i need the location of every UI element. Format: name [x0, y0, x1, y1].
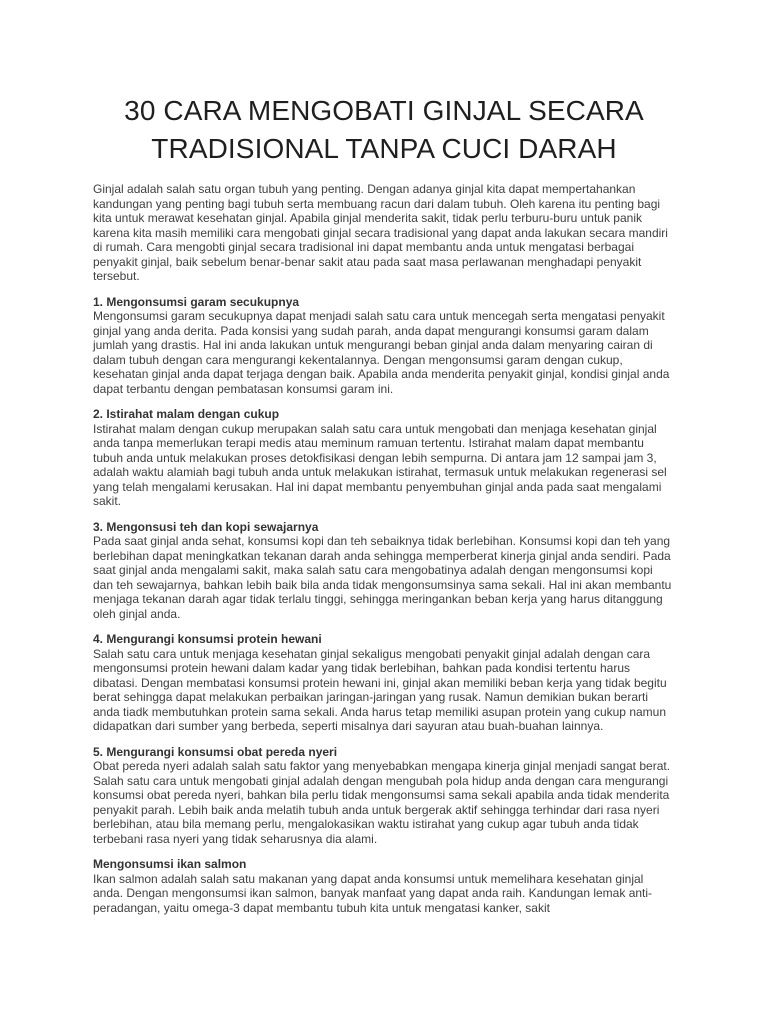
- document-title: [93, 92, 675, 168]
- section-heading: 1. Mengonsumsi garam secukupnya: [93, 294, 300, 309]
- section-obat-pereda-nyeri: [93, 745, 675, 847]
- section-body: Pada saat ginjal anda sehat, konsumsi kopi dan teh sebaiknya tidak berlebihan. Konsumsi kopi dan teh yang berlebihan dapat meningkatkan tekanan darah anda sehingga memperberat kinerja ginjal anda sendiri. Pada saat ginjal anda mengalami sakit, maka salah satu cara mengobatinya adalah dengan mengonsumsi kopi dan teh sewajarnya, bahkan lebih baik bila anda tidak mengonsumsinya sama sekali. Hal ini akan membantu menjaga tekanan darah agar tidak terlalu tinggi, sehingga meringankan beban kerja yang harus ditanggung oleh ginjal anda.: [93, 534, 672, 621]
- section-heading: 3. Mengonsusi teh dan kopi sewajarnya: [93, 519, 319, 534]
- section-ikan-salmon: [93, 857, 675, 915]
- section-istirahat: [93, 407, 675, 509]
- section-body: Ikan salmon adalah salah satu makanan yang dapat anda konsumsi untuk memelihara kesehatan ginjal anda. Dengan mengonsumsi ikan salmon, banyak manfaat yang dapat anda raih. Kandungan lemak anti-peradangan, yaitu omega-3 dapat membantu tubuh kita untuk mengatasi kanker, sakit: [93, 871, 653, 915]
- section-body: Istirahat malam dengan cukup merupakan salah satu cara untuk mengobati dan menjaga kesehatan ginjal anda tanpa memerlukan terapi medis atau meminum ramuan tertentu. Istirahat malam dapat membantu tubuh anda untuk melakukan proses detokfisikasi dengan lebih sempurna. Di antara jam 12 sampai jam 3, adalah waktu alamiah bagi tubuh anda untuk melakukan istirahat, termasuk untuk melakukan regenerasi sel yang telah mengalami kerusakan. Hal ini dapat membantu penyembuhan ginjal anda pada saat mengalami sakit.: [93, 421, 667, 508]
- section-heading: 2. Istirahat malam dengan cukup: [93, 407, 280, 421]
- section-body: Mengonsumsi garam secukupnya dapat menjadi salah satu cara untuk mencegah serta mengatasi penyakit ginjal yang anda derita. Pada konsisi yang sudah parah, anda dapat mengurangi konsumsi garam dalam jumlah yang drastis. Hal ini anda lakukan untuk mengurangi beban ginjal anda dalam menyaring cairan di dalam tubuh dengan cara mengurangi kekentalannya. Dengan mengonsumsi garam dengan cukup, kesehatan ginjal anda dapat terjaga dengan baik. Apabila anda menderita penyakit ginjal, kondisi ginjal anda dapat terbantu dengan pembatasan konsumsi garam ini.: [93, 309, 670, 396]
- section-body: Obat pereda nyeri adalah salah satu faktor yang menyebabkan mengapa kinerja ginjal menjadi sangat berat. Salah satu cara untuk mengobati ginjal adalah dengan mengubah pola hidup anda dengan cara mengurangi konsumsi obat pereda nyeri, bahkan bila perlu tidak mengonsumsi sama sekali apabila anda tidak menderita penyakit parah. Lebih baik anda melatih tubuh anda untuk bergerak aktif sehingga terhindar dari rasa nyeri berlebihan, atau bila memang perlu, mengalokasikan waktu istirahat yang cukup agar tubuh anda tidak terbebani rasa nyeri yang tidak seharusnya dia alami.: [93, 759, 671, 846]
- section-garam: [93, 295, 675, 397]
- section-heading: 4. Mengurangi konsumsi protein hewani: [93, 632, 322, 646]
- intro-paragraph: Ginjal adalah salah satu organ tubuh yang penting. Dengan adanya ginjal kita dapat mempertahankan kandungan yang penting bagi tubuh serta membuang racun dari dalam tubuh. Oleh karena itu penting bagi kita untuk merawat kesehatan ginjal. Apabila ginjal menderita sakit, tidak perlu terburu-buru untuk panik karena kita masih memiliki cara mengobati ginjal secara tradisional yang dapat anda lakukan secara mandiri di rumah. Cara mengobti ginjal secara tradisional ini dapat membantu anda untuk mengatasi berbagai penyakit ginjal, baik sebelum benar-benar sakit atau pada saat masa perlawanan menghadapi penyakit tersebut.: [93, 182, 668, 283]
- section-heading: 5. Mengurangi konsumsi obat pereda nyeri: [93, 744, 338, 759]
- section-protein-hewani: [93, 632, 675, 734]
- title-line-1: 30 CARA MENGOBATI GINJAL SECARA: [124, 95, 644, 126]
- section-heading: Mengonsumsi ikan salmon: [93, 857, 247, 871]
- section-teh-kopi: [93, 520, 675, 622]
- section-body: Salah satu cara untuk menjaga kesehatan ginjal sekaligus mengobati penyakit ginjal adalah dengan cara mengonsumsi protein hewani dalam kadar yang tidak berlebihan, bahkan pada kondisi tertentu harus dibatasi. Dengan membatasi konsumsi protein hewani ini, ginjal akan memiliki beban kerja yang tidak begitu berat sehingga dapat melakukan perbaikan jaringan-jaringan yang rusak. Namun demikian bukan berarti anda tiadk membutuhkan protein sama sekali. Anda harus tetap memiliki asupan protein yang cukup namun didapatkan dari sumber yang berbeda, seperti misalnya dari sayuran atau buah-buahan lainnya.: [93, 646, 667, 733]
- title-line-2: TRADISIONAL TANPA CUCI DARAH: [151, 133, 617, 164]
